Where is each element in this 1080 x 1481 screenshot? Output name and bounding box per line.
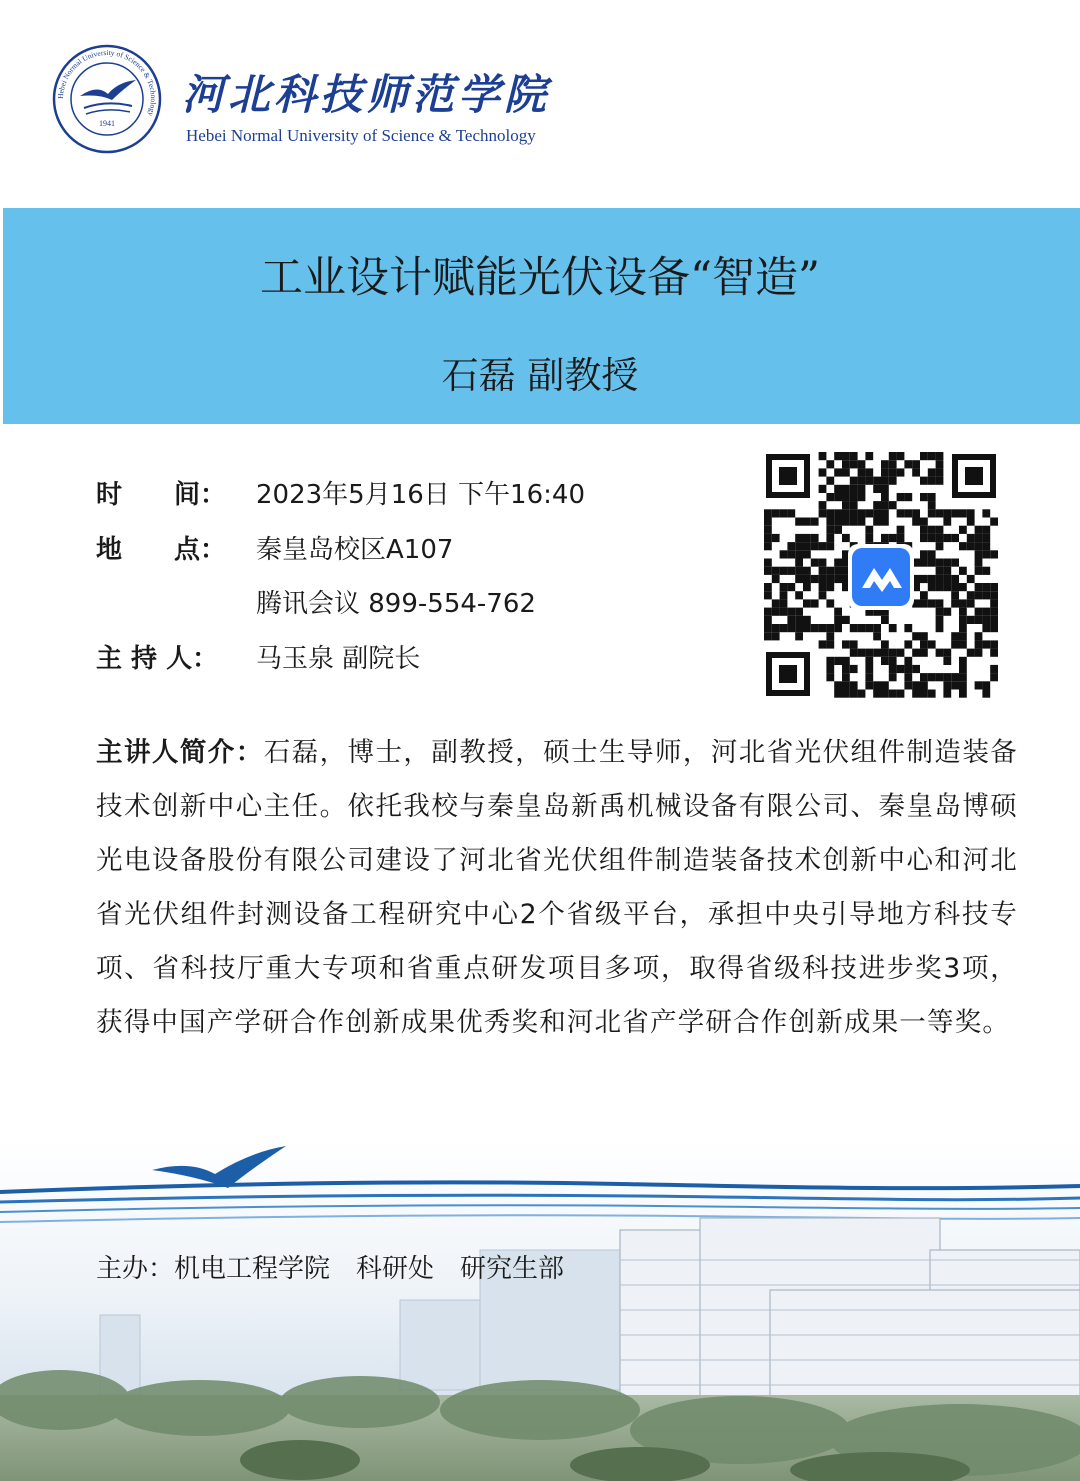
university-seal-icon xyxy=(52,44,162,154)
place-row xyxy=(96,529,453,566)
host-value: 马玉泉 副院长 xyxy=(256,644,421,674)
tencent-meeting-icon xyxy=(852,548,910,606)
place-label: 地 点： xyxy=(96,535,227,565)
meeting-value: 腾讯会议 899-554-762 xyxy=(256,589,536,619)
organizers xyxy=(96,1248,590,1285)
host-row xyxy=(96,638,420,675)
seal-year: 1941 xyxy=(99,119,115,128)
time-row xyxy=(96,474,585,511)
bio-text: 石磊，博士，副教授，硕士生导师，河北省光伏组件制造装备技术创新中心主任。依托我校与秦皇岛新禹机械设备有限公司、秦皇岛博硕光电设备股份有限公司建设了河北省光伏组件制造装备技术创新中心和河北省光伏组件封测设备工程研究中心2个省级平台，承担中央引导地方科技专项、省科技厅重大专项和省重点研发项目多项，取得省级科技进步奖3项，获得中国产学研合作创新成果优秀奖和河北省产学研合作创新成果一等奖。 xyxy=(96,737,1018,1038)
university-name-cn: 河北科技师范学院 xyxy=(182,70,551,119)
speaker-name: 石磊 副教授 xyxy=(441,354,639,397)
organizer-label: 主办： xyxy=(96,1254,175,1284)
university-name-en: Hebei Normal University of Science & Technology xyxy=(186,126,536,145)
time-value: 2023年5月16日 下午16:40 xyxy=(256,480,585,510)
meeting-row xyxy=(96,583,536,620)
seal-ring-text: Hebei Normal University of Science & Technology xyxy=(55,47,159,118)
organizer-item: 机电工程学院 xyxy=(174,1254,331,1284)
bio-label: 主讲人简介： xyxy=(96,737,264,768)
campus-footer-illustration xyxy=(0,1140,1080,1481)
place-value: 秦皇岛校区A107 xyxy=(256,535,454,565)
qr-code[interactable] xyxy=(764,452,998,698)
time-label: 时 间： xyxy=(96,480,227,510)
lecture-title: 工业设计赋能光伏设备“智造” xyxy=(260,253,820,303)
speaker-bio xyxy=(96,726,1018,1050)
header xyxy=(0,0,1080,208)
organizer-item: 科研处 xyxy=(356,1254,435,1284)
host-label: 主 持 人： xyxy=(96,644,219,674)
organizer-item: 研究生部 xyxy=(460,1254,565,1284)
